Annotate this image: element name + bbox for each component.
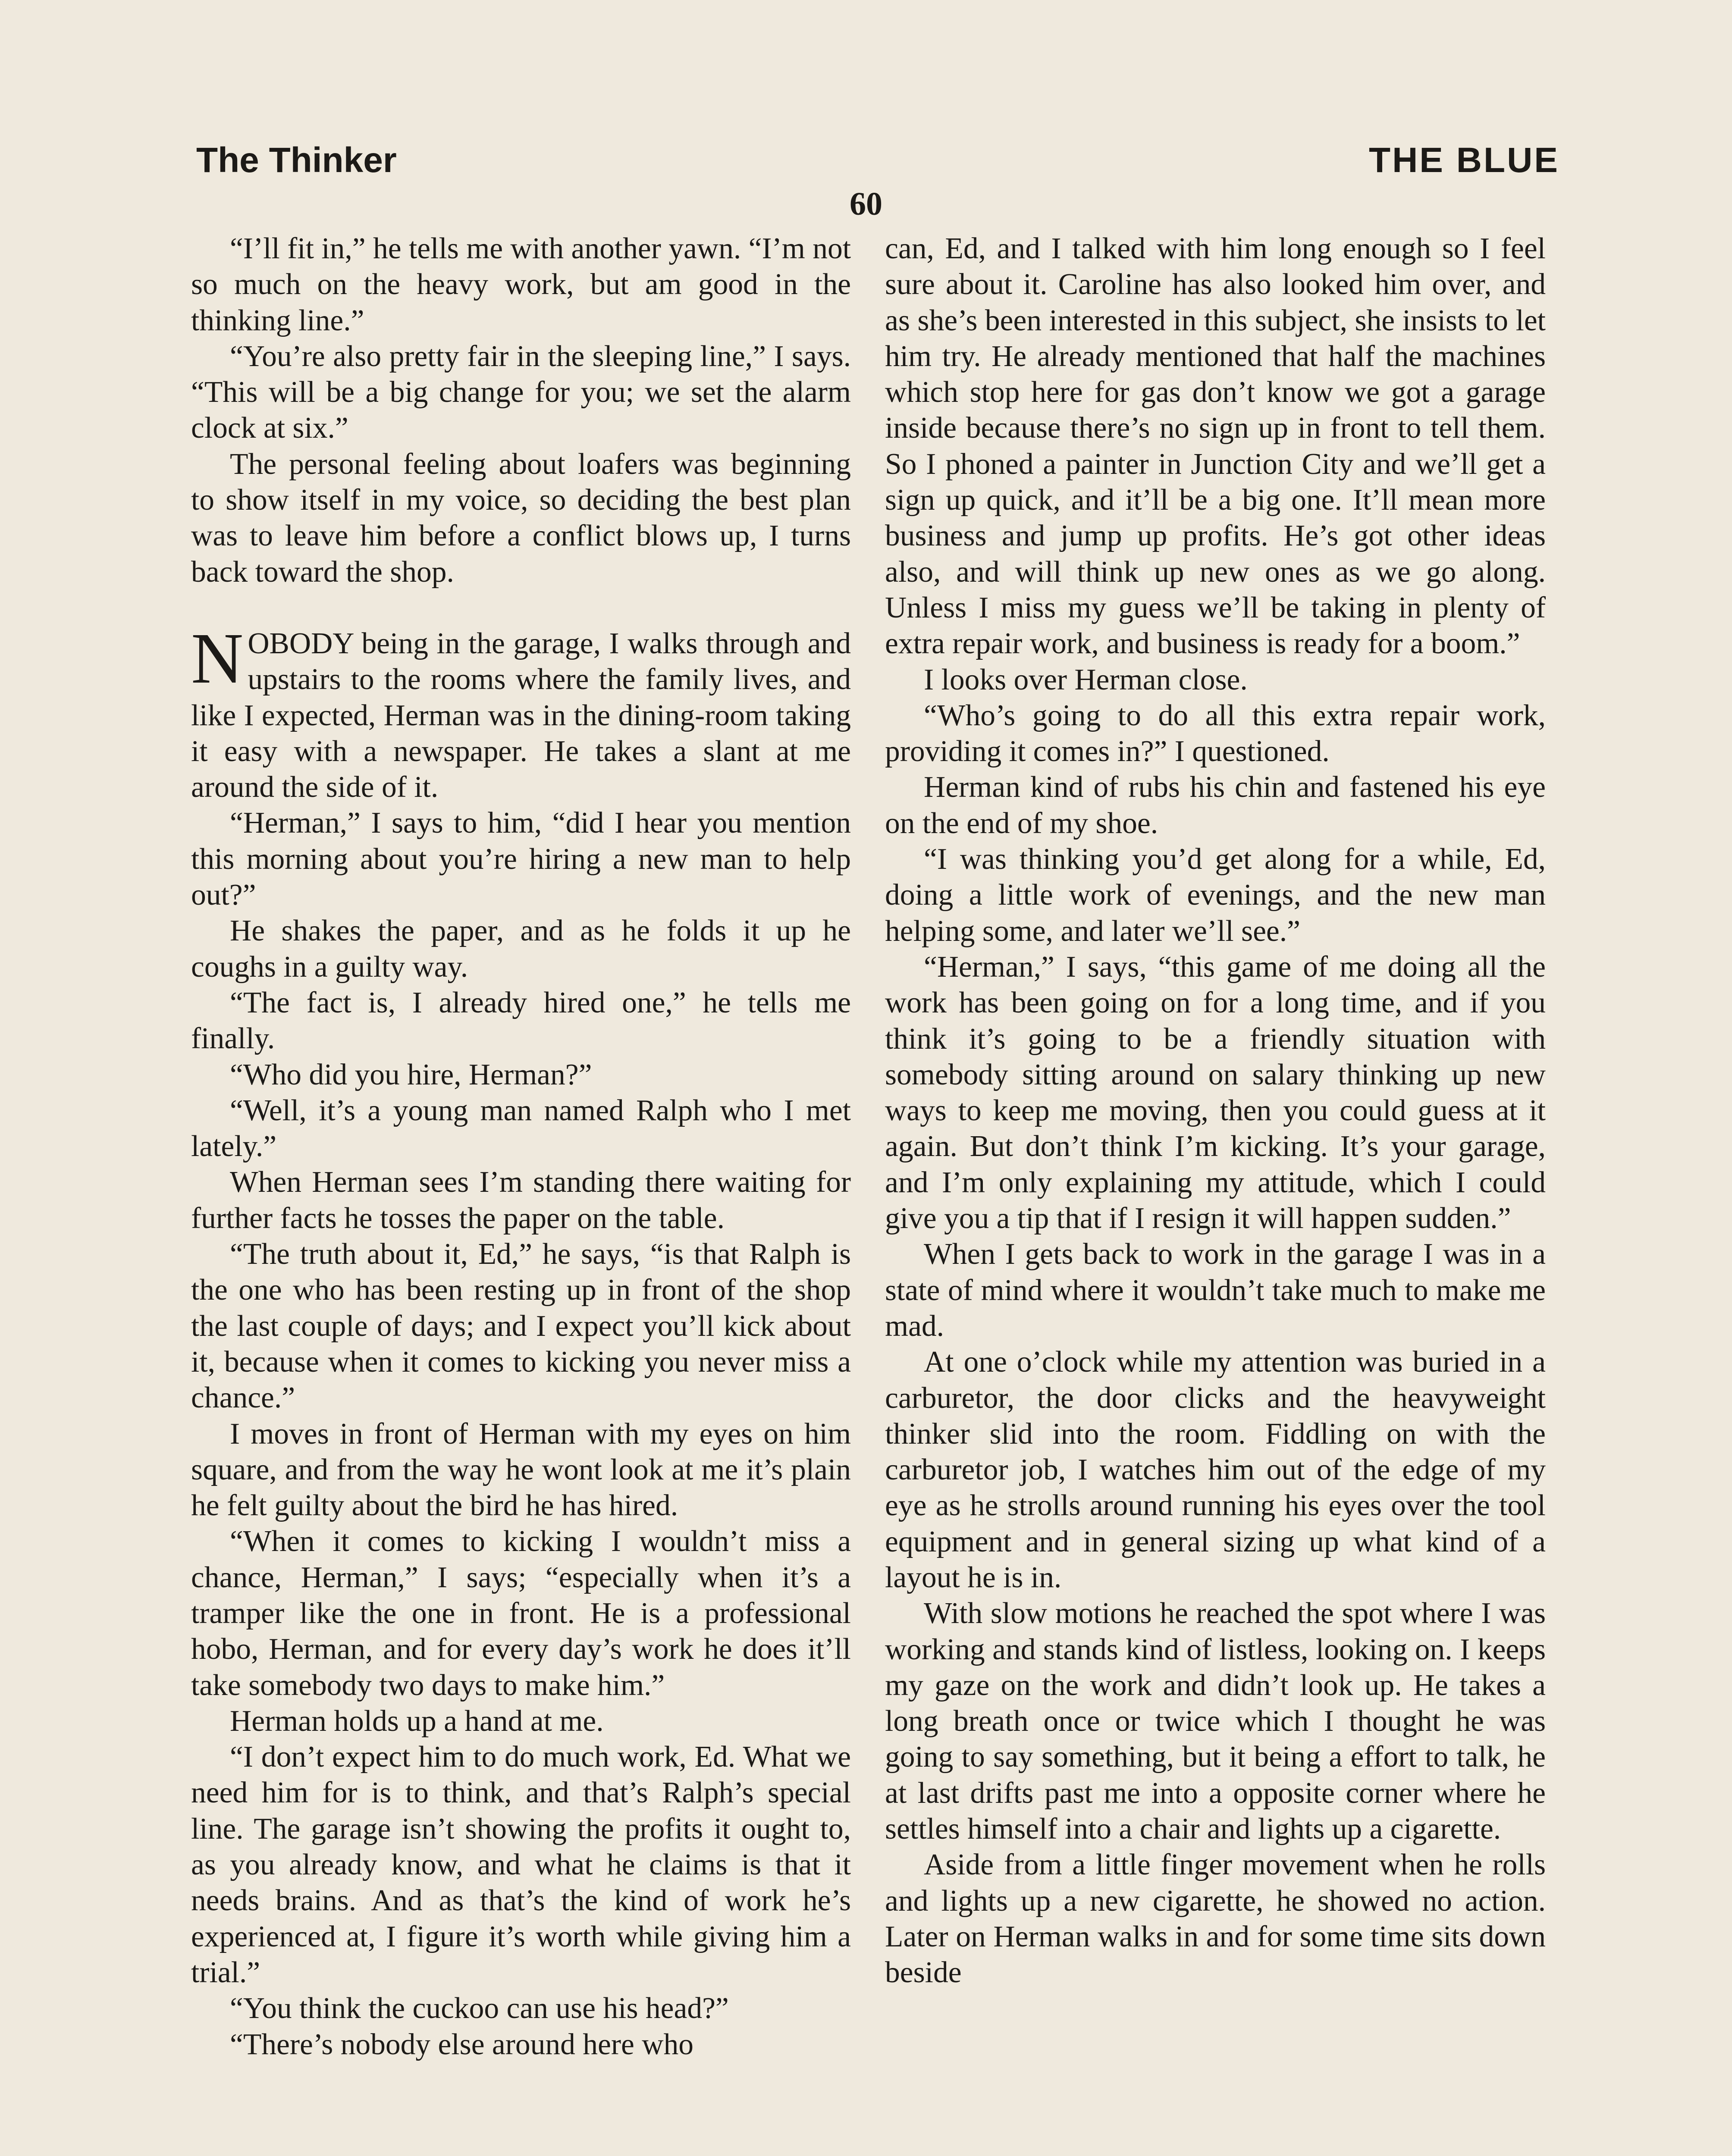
story-title: The Thinker <box>196 141 397 180</box>
paragraph: “I was thinking you’d get along for a while, Ed, doing a little work of evenings, and the new man helping some, and later we’ll see.” <box>885 843 1546 948</box>
section-lead-text: OBODY being in the garage, I walks through and upstairs to the rooms where the family lives, and like I expected, Herman was in the dining-room taking it easy with a newspaper. He takes a slant at me around the side of it. <box>191 627 851 804</box>
paragraph: “I don’t expect him to do much work, Ed. What we need him for is to think, and that’s Ralph’s special line. The garage isn’t showing the profits it ought to, as you already know, and what he claims is that it needs brains. And as that’s the kind of work he’s experienced at, I figure it’s worth while giving him a trial.” <box>191 1740 851 1989</box>
paragraph: “Herman,” I says, “this game of me doing all the work has been going on for a long time, and if you think it’s going to be a friendly situation with somebody sitting around on salary thinking up new ways to keep me moving, then you could guess at it again. But don’t think I’m kicking. It’s your garage, and I’m only explaining my attitude, which I could give you a tip that if I resign it will happen sudden.” <box>885 950 1546 1235</box>
page-number: 60 <box>850 186 882 222</box>
paragraph: “The fact is, I already hired one,” he tells me finally. <box>191 986 851 1056</box>
paragraph: When Herman sees I’m standing there waiting for further facts he tosses the paper on the table. <box>191 1166 851 1235</box>
drop-cap: N <box>191 618 244 699</box>
paragraph: “Well, it’s a young man named Ralph who I met lately.” <box>191 1094 851 1163</box>
right-column <box>885 231 1546 2156</box>
paragraph: “There’s nobody else around here who <box>230 2028 693 2061</box>
section-lead-paragraph <box>191 618 851 805</box>
paragraph: “The truth about it, Ed,” he says, “is that Ralph is the one who has been resting up in front of the shop the last couple of days; and I expect you’ll kick about it, because when it comes to kicking you never miss a chance.” <box>191 1238 851 1415</box>
paragraph: “Who did you hire, Herman?” <box>230 1058 592 1091</box>
paragraph: “I’ll fit in,” he tells me with another yawn. “I’m not so much on the heavy work, but am good in the thinking line.” <box>191 232 851 337</box>
paragraph: At one o’clock while my attention was buried in a carburetor, the door clicks and the heavyweight thinker slid into the room. Fiddling on with the carburetor job, I watches him out of the edge of my eye as he strolls around running his eyes over the tool equipment and in general sizing up what kind of a layout he is in. <box>885 1345 1546 1594</box>
paragraph: “Herman,” I says to him, “did I hear you mention this morning about you’re hiring a new man to help out?” <box>191 806 851 912</box>
paragraph: I moves in front of Herman with my eyes on him square, and from the way he wont look at me it’s plain he felt guilty about the bird he has hired. <box>191 1417 851 1523</box>
paragraph: “When it comes to kicking I wouldn’t miss a chance, Herman,” I says; “especially when it’s a tramper like the one in front. He is a professional hobo, Herman, and for every day’s work he does it’ll take somebody two days to make him.” <box>191 1525 851 1702</box>
paragraph: I looks over Herman close. <box>924 663 1248 696</box>
paragraph: He shakes the paper, and as he folds it up he coughs in a guilty way. <box>191 914 851 984</box>
paragraph: “Who’s going to do all this extra repair work, providing it comes in?” I questioned. <box>885 699 1546 768</box>
paragraph: Herman holds up a hand at me. <box>230 1704 604 1738</box>
continued-paragraph: can, Ed, and I talked with him long enough so I feel sure about it. Caroline has also looked him over, and as she’s been interested in this subject, she insists to let him try. He already mentioned that half the machines which stop here for gas don’t know we got a garage inside because there’s no sign up in front to tell them. So I phoned a painter in Junction City and we’ll get a sign up quick, and it’ll be a big one. It’ll mean more business and jump up profits. He’s got other ideas also, and will think up new ones as we go along. Unless I miss my guess we’ll be taking in plenty of extra repair work, and business is ready for a boom.” <box>885 232 1546 661</box>
paragraph: Aside from a little finger movement when he rolls and lights up a new cigarette, he showed no action. Later on Herman walks in and for some time sits down beside <box>885 1848 1546 1990</box>
left-column <box>191 231 851 2156</box>
paragraph: With slow motions he reached the spot where I was working and stands kind of listless, looking on. I keeps my gaze on the work and didn’t look up. He takes a long breath once or twice which I thought he was going to say something, but it being a effort to talk, he at last drifts past me into a opposite corner where he settles himself into a chair and lights up a cigarette. <box>885 1597 1546 1846</box>
paragraph: When I gets back to work in the garage I was in a state of mind where it wouldn’t take much to make me mad. <box>885 1238 1546 1343</box>
paragraph: “You think the cuckoo can use his head?” <box>230 1992 729 2025</box>
paragraph: “You’re also pretty fair in the sleeping line,” I says. “This will be a big change for you; we set the alarm clock at six.” <box>191 339 851 445</box>
magazine-title: THE BLUE <box>1369 141 1559 180</box>
paragraph: The personal feeling about loafers was beginning to show itself in my voice, so deciding the best plan was to leave him before a conflict blows up, I turns back toward the shop. <box>191 447 851 589</box>
paragraph: Herman kind of rubs his chin and fastened his eye on the end of my shoe. <box>885 771 1546 840</box>
